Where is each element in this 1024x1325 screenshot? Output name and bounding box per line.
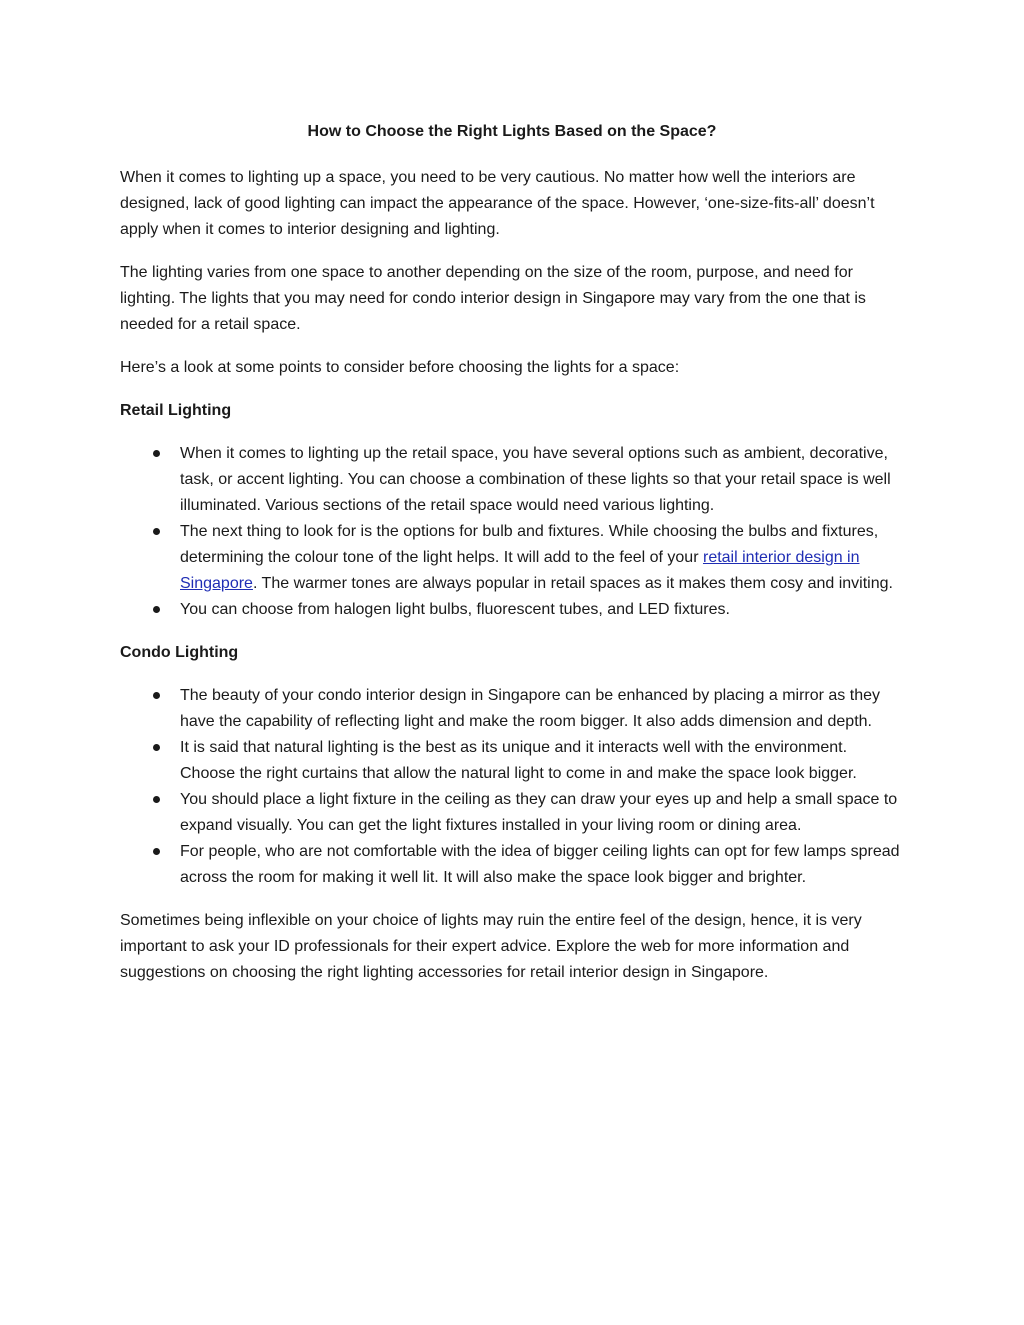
list-item-text: It is said that natural lighting is the best as its unique and it interacts well with the environment. Choose the right curtains that allow the natural light to come in and make the space look bigger. [180,739,857,782]
bullet-icon [153,692,160,699]
bullet-icon [153,606,160,613]
bullet-icon [153,744,160,751]
condo-bullet-list [120,683,904,891]
retail-lighting-heading: Retail Lighting [120,402,232,419]
intro-paragraph-1: When it comes to lighting up a space, you need to be very cautious. No matter how well the interiors are designed, lack of good lighting can impact the appearance of the space. However, ‘one-size-fits-all’ doesn’t apply when it comes to interior designing and lighting. [120,169,875,238]
retail-interior-design-link[interactable]: retail interior design in Singapore [180,549,860,592]
bullet-icon [153,848,160,855]
list-item [120,441,904,519]
list-item [120,839,904,891]
condo-lighting-heading: Condo Lighting [120,644,239,661]
bullet-icon [153,528,160,535]
list-item [120,519,904,597]
list-item [120,787,904,839]
intro-paragraph-3: Here’s a look at some points to consider before choosing the lights for a space: [120,359,680,376]
list-item-text: You can choose from halogen light bulbs, fluorescent tubes, and LED fixtures. [180,601,730,618]
document-title: How to Choose the Right Lights Based on the Space? [307,123,717,140]
list-item [120,735,904,787]
intro-paragraph-2: The lighting varies from one space to another depending on the size of the room, purpose, and need for lighting. The lights that you may need for condo interior design in Singapore may vary from the one that is needed for a retail space. [120,264,866,333]
list-item-text: For people, who are not comfortable with the idea of bigger ceiling lights can opt for few lamps spread across the room for making it well lit. It will also make the space look bigger and brighter. [180,843,900,886]
list-item-text: When it comes to lighting up the retail space, you have several options such as ambient, decorative, task, or accent lighting. You can choose a combination of these lights so that your retail space is well illuminated. Various sections of the retail space would need various lighting. [180,445,891,514]
list-item-text: The beauty of your condo interior design in Singapore can be enhanced by placing a mirror as they have the capability of reflecting light and make the room bigger. It also adds dimension and depth. [180,687,880,730]
list-item [120,683,904,735]
closing-paragraph: Sometimes being inflexible on your choice of lights may ruin the entire feel of the design, hence, it is very important to ask your ID professionals for their expert advice. Explore the web for more information and suggestions on choosing the right lighting accessories for retail interior design in Singapore. [120,912,862,981]
list-item-text-after-link: . The warmer tones are always popular in retail spaces as it makes them cosy and inviting. [252,575,893,592]
retail-bullet-list [120,441,904,623]
bullet-icon [153,450,160,457]
bullet-icon [153,796,160,803]
list-item-text: You should place a light fixture in the ceiling as they can draw your eyes up and help a small space to expand visually. You can get the light fixtures installed in your living room or dining area. [180,791,898,834]
list-item-text-before-link: The next thing to look for is the options for bulb and fixtures. While choosing the bulbs and fixtures, determining the colour tone of the light helps. It will add to the feel of your [180,523,879,566]
list-item [120,597,904,623]
